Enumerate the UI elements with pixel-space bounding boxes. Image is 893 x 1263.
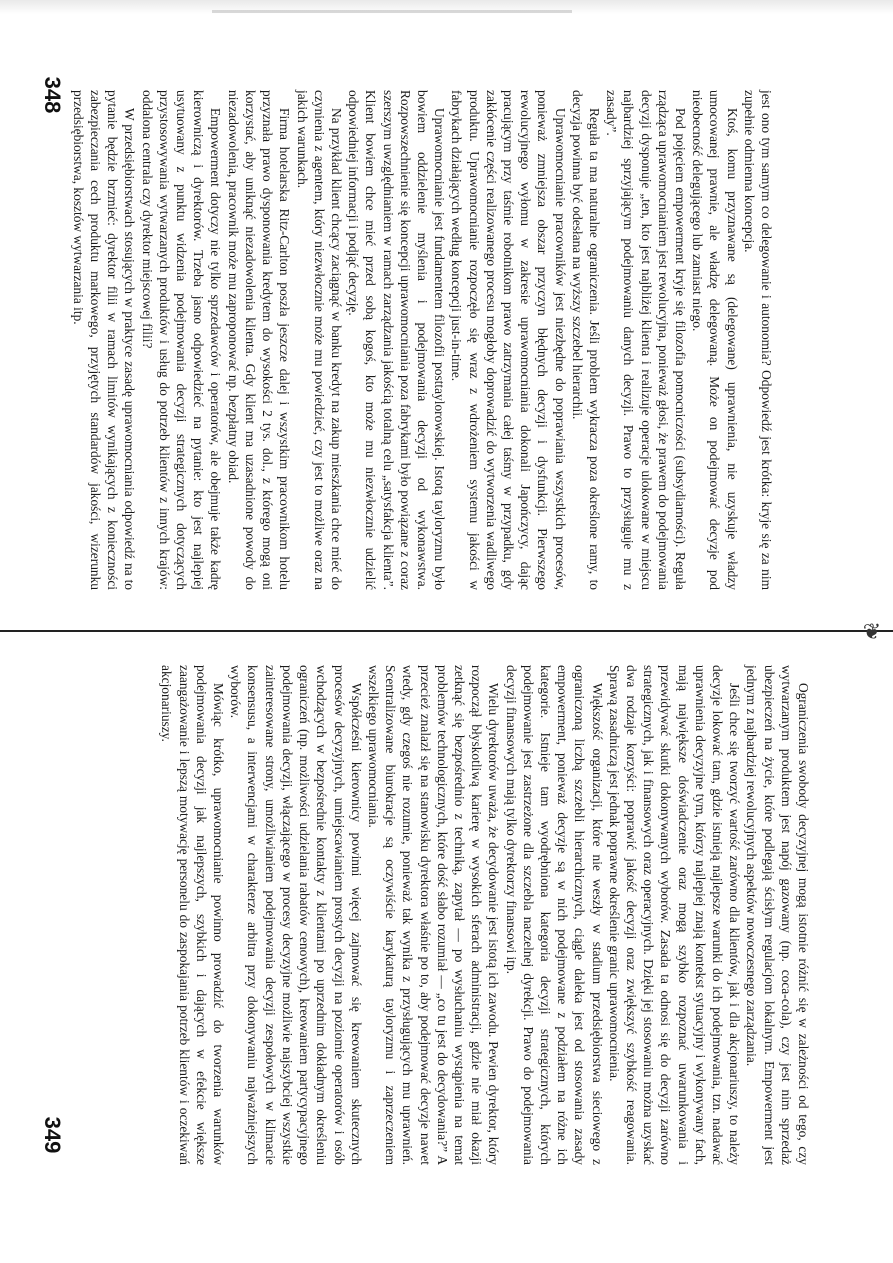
paragraph: Większość organizacji, które nie weszły w stadium przedsiębiorstwa sieciowego z ograniczoną liczbą szczebli hierarchicznych, ciągle daleka jest od stosowania zasady empowerment, ponieważ decyzje są w nich podejmowane z podziałem na różne ich kategorie. Istnieje tam wyodrębniona kategoria decyzji strategicznych, których podejmowanie jest zastrzeżone dla szczebla naczelnej dyrekcji. Prawo do podejmowania decyzji finansowych mają tylko dyrektorzy finansowi itp.: [503, 665, 605, 1165]
paragraph: Mówiąc krótko, uprawomocnianie powinno prowadzić do tworzenia warunków podejmowania decyzji jak najlepszych, szybkich i dających w efekcie większe zaangażowanie i lepszą motywację personelu do zaspokajania potrzeb klientów i oczekiwań akcjonariuszy.: [159, 665, 227, 1165]
paragraph: Współcześni kierownicy powinni więcej zajmować się kreowaniem skutecznych procesów decyzyjnych, umiejscawianiem prostych decyzji na poziomie operatorów i osób wchodzących w bezpośrednie kontakty z klientami po uprzednim dokładnym określeniu ograniczeń (np. możliwości udzielania rabatów cenowych), kreowaniem partycypacyjnego podejmowania decyzji, włączającego w procesy decyzyjne możliwie najszybciej wszystkie zainteresowane strony, umożliwianiem podejmowania decyzji zespołowych w klimacie konsensusu, a interwencjami w charakterze arbitra przy dokonywaniu najważniejszych wyborów.: [228, 665, 364, 1165]
scan-smudge: [212, 10, 572, 13]
paragraph: Firma hotelarska Ritz-Carlton poszła jeszcze dalej i wszystkim pracownikom hotelu przyznała prawo dysponowania kredytem do wysokości 2 tys. dol., z którego mogą oni korzystać, aby uniknąć niezadowolenia klienta. Gdy klient ma uzasadnione powody do niezadowolenia, pracownik może mu zaproponować np. bezpłatny obiad.: [225, 90, 293, 590]
paragraph: Reguła ta ma naturalne ograniczenia. Jeśli problem wykracza poza określone ramy, to decyzja powinna być odesłana na wyższy szczebel hierarchii.: [569, 90, 602, 590]
paragraph: Wielu dyrektorów uważa, że decydowanie jest istotą ich zawodu. Pewien dyrektor, który rozpoczął błyskotliwą karierę w wysokich sferach administracji, gdzie nie miał okazji zetknąć się bezpośrednio z techniką, zapytał — po wysłuchaniu wystąpienia na temat problemów technologicznych, które dość słabo rozumiał — „co tu jest do decydowania?” A przecież znalazł się na stanowisku dyrektora właśnie po to, aby podejmować decyzje nawet wtedy, gdy czegoś nie rozumie, ponieważ tak wynika z przysługujących mu uprawnień. Scentralizowane biurokracje są oczywiście karykaturą tayloryzmu i zaprzeczeniem wszelkiego uprawomocniania.: [365, 665, 502, 1165]
page-number-left: 348: [40, 76, 65, 114]
right-page-text: [4, 665, 812, 1165]
paragraph: jest ono tym samym co delegowanie i autonomia? Odpowiedź jest krótka: kryje się za nim zupełnie odmienna koncepcja.: [741, 90, 774, 590]
paragraph: Jeśli chce się tworzyć wartość zarówno dla klientów, jak i dla akcjonariuszy, to należy decyzje lokować tam, gdzie istnieją najlepsze warunki do ich podejmowania, tzn. nadawać uprawnienia decyzyjne tym, którzy najlepiej znają kontekst sytuacyjny i wykonywany fach, mają największe doświadczenie oraz mogą szybko rozpoznać uwarunkowania i przewidywać skutki dokonywanych wyborów. Zasada ta odnosi się do decyzji zarówno strategicznych, jak i finansowych oraz operacyjnych. Dzięki jej stosowaniu można uzyskać dwa rodzaje korzyści: poprawić jakość decyzji oraz zwiększyć szybkość reagowania. Sprawą zasadniczą jest jednak poprawne określenie granic uprawomocnienia.: [606, 665, 743, 1165]
paragraph: Uprawomocnianie jest fundamentem filozofii posttaylorowskiej. Istotą tayloryzmu było bowiem oddzielenie myślenia i podejmowania decyzji od wykonawstwa. Rozpowszechnienie się koncepcji uprawomocniania poza fabrykami było powiązane z coraz szerszym uwzględnianiem w ramach zarządzania jakością totalną celu „satysfakcja klienta”. Klient bowiem chce mieć przed sobą kogoś, kto może mu niezwłocznie udzielić odpowiedniej informacji i podjąć decyzję.: [346, 90, 448, 590]
binding-mark-icon: ❦: [862, 619, 882, 644]
paragraph: Ograniczenia swobody decyzyjnej mogą istotnie różnić się w zależności od tego, czy wytwarzanym produktem jest napój gazowany (np. coca-cola), czy jest nim sprzedaż ubezpieczeń na życie, które podlegają ścisłym regulacjom lokalnym. Empowerment jest jednym z najbardziej rewolucyjnych aspektów nowoczesnego zarządzania.: [744, 665, 811, 1165]
paragraph: Empowerment dotyczy nie tylko sprzedawców i operatorów, ale obejmuje także kadrę kierowniczą i dyrektorów. Trzeba jasno odpowiedzieć na pytanie: kto jest najlepiej usytuowany z punktu widzenia podejmowania decyzji strategicznych dotyczących przystosowywania wytwarzanych produktów i usług do potrzeb klientów z innych krajów: oddalona centrala czy dyrektor miejscowej filii?: [139, 90, 224, 590]
paragraph: Ktoś, komu przyznawane są (delegowane) uprawnienia, nie uzyskuje władzy umocowanej prawnie, ale władzę delegowaną. Może on podejmować decyzje pod nieobecność delegującego lub zamiast niego.: [690, 90, 740, 590]
paragraph: W przedsiębiorstwach stosujących w praktyce zasadę uprawomocniania odpowiedź na to pytanie będzie brzmieć: dyrektor filii w ramach limitów wynikających z konieczności zabezpieczania cech produktu markowego, przyjętych standardów jakości, wizerunku przedsiębiorstwa, kosztów wytwarzania itp.: [70, 90, 138, 590]
paragraph: Uprawomocnianie pracowników jest niezbędne do poprawiania wszystkich procesów, ponieważ zmniejsza obszar przyczyn błędnych decyzji i dysfunkcji. Pierwszego rewolucyjnego wyłomu w zakresie uprawomocniania dokonali Japończycy, dając pracującym przy taśmie robotnikom prawo zatrzymania całej taśmy w przypadku, gdy zakłócenie części realizowanego procesu mogłoby doprowadzić do wytworzenia wadliwego produktu. Uprawomocnianie rozpoczęło się wraz z wdrożeniem systemu jakości w fabrykach działających według koncepcji just-in-time.: [449, 90, 568, 590]
left-page-text: [35, 90, 775, 590]
paragraph: Pod pojęciem empowerment kryje się filozofia pomocniczości (subsydiarności). Reguła rządząca uprawomocnianiem jest rewolucyjna, ponieważ głosi, że prawem do podejmowania decyzji dysponuje „ten, kto jest najbliżej klienta i realizuje operacje ulokowane w miejscu najbardziej sprzyjającym podejmowaniu danych decyzji. Prawo to przysługuje mu z zasady”.: [604, 90, 688, 590]
page-number-right: 349: [40, 1116, 65, 1154]
paragraph: Na przykład klient chcący zaciągnąć w banku kredyt na zakup mieszkania chce mieć do czynienia z agentem, który niezwłocznie może mu powiedzieć, czy jest to możliwe oraz na jakich warunkach.: [294, 90, 344, 590]
page-fold-line: [0, 630, 893, 632]
